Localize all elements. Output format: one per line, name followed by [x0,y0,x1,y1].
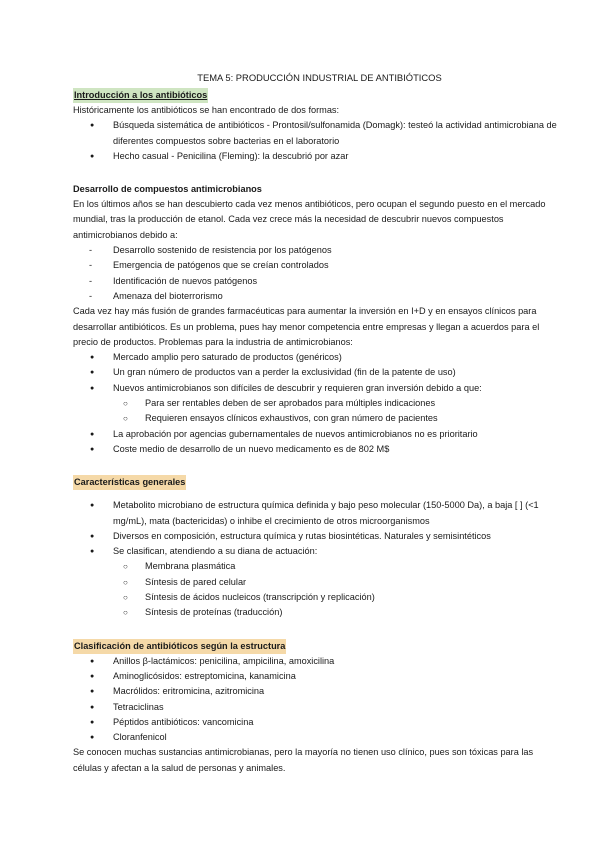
section-intro [73,85,560,164]
list-item: ● Diversos en composición, estructura química y rutas biosintéticas. Naturales y semisintéticos [113,529,560,544]
list-item: ● Coste medio de desarrollo de un nuevo medicamento es de 802 M$ [113,442,560,457]
section-caracteristicas [73,472,560,620]
sub-list-item: ○ Membrana plasmática [145,559,560,574]
intro-text: Históricamente los antibióticos se han encontrado de dos formas: [73,105,340,115]
section-heading-clasificacion: Clasificación de antibióticos según la estructura [73,639,286,654]
list-item: ● Hecho casual - Penicilina (Fleming): la descubrió por azar [113,149,560,164]
sub-list-item: ○ Síntesis de pared celular [145,575,560,590]
list-item: ● Macrólidos: eritromicina, azitromicina [113,684,560,699]
caracteristicas-sub-list [113,559,560,620]
list-item: - Desarrollo sostenido de resistencia por los patógenos [113,243,560,258]
list-item: - Amenaza del bioterrorismo [113,289,560,304]
list-item: ● Búsqueda sistemática de antibióticos - Prontosil/sulfonamida (Domagk): testeó la actividad antimicrobiana de diferentes compuestos sobre bacterias en el laboratorio [113,118,560,149]
section-desarrollo [73,179,560,457]
desarrollo-problem-list [73,350,560,457]
intro-list [73,118,560,164]
list-item: - Identificación de nuevos patógenos [113,274,560,289]
list-item [113,544,560,620]
list-item: - Emergencia de patógenos que se creían controlados [113,258,560,273]
list-item: ● Cloranfenicol [113,730,560,745]
list-item: ● Un gran número de productos van a perder la exclusividad (fin de la patente de uso) [113,365,560,380]
list-item: ● La aprobación por agencias gubernamentales de nuevos antimicrobianos no es prioritario [113,427,560,442]
section-clasificacion [73,636,560,776]
list-item-text: Se clasifican, atendiendo a su diana de actuación: [113,546,318,557]
sub-list-item: ○ Requieren ensayos clínicos exhaustivos, con gran número de pacientes [145,411,560,426]
sub-list-item: ○ Para ser rentables deben de ser aprobados para múltiples indicaciones [145,396,560,411]
desarrollo-sub-list [113,396,560,427]
section-heading-caracteristicas: Características generales [73,475,186,490]
sub-list-item: ○ Síntesis de ácidos nucleicos (transcripción y replicación) [145,590,560,605]
list-item: ● Mercado amplio pero saturado de productos (genéricos) [113,350,560,365]
sub-list-item: ○ Síntesis de proteínas (traducción) [145,605,560,620]
list-item: ● Metabolito microbiano de estructura química definida y bajo peso molecular (150-5000 Da), a baja [ ] (<1 mg/mL), mata (bactericidas) o inhibe el crecimiento de otros microorganismos [113,498,560,529]
section-heading-intro: Introducción a los antibióticos [73,88,208,103]
list-item: ● Péptidos antibióticos: vancomicina [113,715,560,730]
list-item: ● Aminoglicósidos: estreptomicina, kanamicina [113,669,560,684]
list-item-text: Nuevos antimicrobianos son difíciles de descubrir y requieren gran inversión debido a que: [113,382,482,393]
caracteristicas-list [73,498,560,620]
section-heading-desarrollo: Desarrollo de compuestos antimicrobianos [73,184,262,195]
clasificacion-text: Se conocen muchas sustancias antimicrobianas, pero la mayoría no tienen uso clínico, pues son tóxicas para las células y afectan a la salud de personas y animales. [73,747,534,773]
list-item: ● Tetraciclinas [113,700,560,715]
list-item [113,381,560,427]
page-title: TEMA 5: PRODUCCIÓN INDUSTRIAL DE ANTIBIÓTICOS [197,72,442,83]
desarrollo-text-1: En los últimos años se han descubierto cada vez menos antibióticos, pero ocupan el segundo puesto en el mercado mundial, tras la producción de etanol. Cada vez crece más la necesidad de descubrir nuevos compuestos antimicrobianos debido a: [73,199,546,240]
list-item: ● Anillos β-lactámicos: penicilina, ampicilina, amoxicilina [113,654,560,669]
clasificacion-list [73,654,560,746]
desarrollo-dash-list [73,243,560,304]
desarrollo-text-2: Cada vez hay más fusión de grandes farmacéuticas para aumentar la inversión en I+D y en ensayos clínicos para desarrollar antibióticos. Es un problema, pues hay menor competencia entre empresas y llegan a acuerdos para el precio de productos. Problemas para la industria de antimicrobianos: [73,306,540,347]
